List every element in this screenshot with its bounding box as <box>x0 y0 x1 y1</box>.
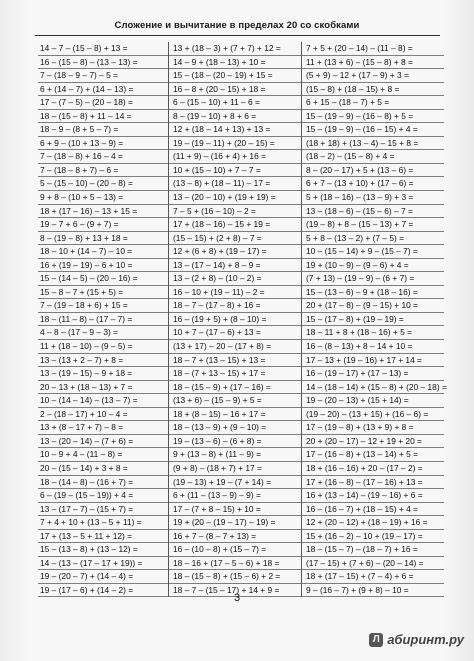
exercise-row: 8 – (20 – 17) + 5 + (13 – 6) = <box>304 164 444 178</box>
exercise-row: 5 – (15 – 10) – (20 – 8) = <box>38 177 178 191</box>
exercise-row: 15 – (13 – 8) + (13 – 12) = <box>38 543 178 557</box>
exercise-row: 19 + (20 – (19 – 17) – 19) = <box>171 516 311 530</box>
column-divider <box>301 42 302 597</box>
exercise-row: 8 – (19 – 8) + 13 + 18 = <box>38 232 178 246</box>
exercise-row: 7 + 4 + 10 + (13 – 5 + 11) = <box>38 516 178 530</box>
exercise-row: (7 + 13) – (19 – 9) – (6 + 7) = <box>304 272 444 286</box>
exercise-row: 13 – (2 + 8) – (10 – 2) = <box>171 272 311 286</box>
exercise-row: 9 + 8 – (10 + 5 – 13) = <box>38 191 178 205</box>
exercise-row: 10 – 9 + 4 – (11 – 8) = <box>38 448 178 462</box>
exercise-row: 16 – 8 + (20 – 15) + 18 = <box>171 83 311 97</box>
exercise-row: 15 – (18 – (20 – 19) + 15 = <box>171 69 311 83</box>
exercise-row: 16 – 10 + (19 – 11) – 2 = <box>171 286 311 300</box>
exercise-row: 17 + (18 – 16) – 15 + 19 = <box>171 218 311 232</box>
exercise-row: 18 – 16 + (17 – 5 – 6) + 18 = <box>171 557 311 571</box>
exercise-row: 7 – (19 – 18 + 6) + 15 = <box>38 299 178 313</box>
page-number: 3 <box>233 592 241 604</box>
exercise-row: 12 + (20 – 12) + (18 – 19) + 16 = <box>304 516 444 530</box>
exercise-row: 18 + (8 – 15) – 16 + 17 = <box>171 408 311 422</box>
exercise-row: 7 – (18 – 8) + 16 – 4 = <box>38 150 178 164</box>
exercise-row: 7 + 5 + (20 – 14) – (11 – 8) = <box>304 42 444 56</box>
exercise-row: 6 + 9 – (10 + 13 – 9) = <box>38 137 178 151</box>
exercise-row: (5 + 9) – 12 + (17 – 9) + 3 = <box>304 69 444 83</box>
exercise-row: 17 – (7 – 5) – (20 – 18) = <box>38 96 178 110</box>
exercise-row: (13 + 6) – (15 – 9) + 5 = <box>171 394 311 408</box>
exercise-row: 18 + (17 – 16) – 13 + 15 = <box>38 205 178 219</box>
exercise-row: (19 – 20) – (13 + 15) + (16 – 6) = <box>304 408 444 422</box>
exercise-row: 19 – (20 – 13) + (15 + 14) = <box>304 394 444 408</box>
exercise-row: 18 – 7 – (17 – 8) + 16 = <box>171 299 311 313</box>
exercise-row: 14 – 7 – (15 – 8) + 13 = <box>38 42 178 56</box>
exercise-row: 17 + (13 – 5 + 11 + 12) = <box>38 530 178 544</box>
exercise-row: 6 + (11 – (13 – 9) – 9) = <box>171 489 311 503</box>
exercise-row: 6 – (15 – 10) + 11 – 6 = <box>171 96 311 110</box>
exercise-row: 17 – (7 + 8 – 15) + 10 = <box>171 503 311 517</box>
exercise-row: 18 + (16 – 16) + 20 – (17 – 2) = <box>304 462 444 476</box>
exercise-row: 2 – (18 – 17) + 10 – 4 = <box>38 408 178 422</box>
exercise-row: 12 + (6 + 8) + (19 – 17) = <box>171 245 311 259</box>
watermark-text: абиринт.ру <box>387 632 464 647</box>
exercise-row: (18 + 18) + (13 – 4) – 15 + 8 = <box>304 137 444 151</box>
exercise-row: 15 – (19 – 9) – (16 – 15) + 4 = <box>304 123 444 137</box>
exercise-row: 18 – 9 – (8 + 5 – 7) = <box>38 123 178 137</box>
exercise-row: 8 – (19 – 10) + 8 + 6 = <box>171 110 311 124</box>
exercise-row: 6 + 15 – (18 – 7) + 5 = <box>304 96 444 110</box>
exercise-row: 10 + (15 – 10) + 7 – 7 = <box>171 164 311 178</box>
exercise-row: 7 – (18 – 9 – 7) – 5 = <box>38 69 178 83</box>
exercise-row: 18 – 7 – (15 – 17) + 14 + 9 = <box>171 584 311 598</box>
exercise-row: (15 – 8) + (18 – 15) + 8 = <box>304 83 444 97</box>
exercise-row: 18 – (14 – 8) – (16 + 7) = <box>38 476 178 490</box>
exercise-row: 10 – (15 – 14) + 9 – (15 – 7) = <box>304 245 444 259</box>
exercise-row: (17 – 15) + (7 + 6) – (20 – 14) = <box>304 557 444 571</box>
exercise-row: (13 + 17) – 20 – (17 + 8) = <box>171 340 311 354</box>
page-title: Сложение и вычитание в пределах 20 со скобками <box>114 20 360 31</box>
exercise-row: (18 – 2) – (15 – 8) + 4 = <box>304 150 444 164</box>
exercise-row: 17 – (19 – 8) + (13 + 9) + 8 = <box>304 421 444 435</box>
exercise-row: 17 – (16 – 8) + (13 – 14) + 5 = <box>304 448 444 462</box>
exercise-row: (13 – 8) + (18 – 11) – 17 = <box>171 177 311 191</box>
exercise-row: 16 – (15 – 8) – (13 – 13) = <box>38 56 178 70</box>
exercise-row: 16 + 7 – (8 – 7 + 13) = <box>171 530 311 544</box>
exercise-row: 18 – 11 + 8 + (18 – 16) + 5 = <box>304 326 444 340</box>
exercise-row: 17 – 13 + (19 – 16) + 17 + 14 = <box>304 354 444 368</box>
exercise-row: 19 – (13 – 6) – (6 + 8) = <box>171 435 311 449</box>
exercise-row: 5 + (18 – 16) – (13 – 9) + 3 = <box>304 191 444 205</box>
exercise-row: 13 – (17 – 7) – (15 + 7) = <box>38 503 178 517</box>
exercise-row: 14 – 9 + (18 – 13) + 10 = <box>171 56 311 70</box>
exercise-row: 13 + (8 – 17 + 7) – 8 = <box>38 421 178 435</box>
exercise-row: 19 – (20 – 7) + (14 – 4) = <box>38 570 178 584</box>
exercise-row: 16 + (19 – 19) – 6 + 10 = <box>38 259 178 273</box>
exercise-column-2 <box>171 42 311 597</box>
exercise-row: 9 + (13 – 8) + (11 – 9) = <box>171 448 311 462</box>
exercise-row: 20 + (20 – 17) – 12 + 19 + 20 = <box>304 435 444 449</box>
exercise-row: 9 – (16 – 7) + (9 + 8) – 10 = <box>304 584 444 598</box>
exercise-row: 20 + (17 – 8) – (9 – 15) + 10 = <box>304 299 444 313</box>
exercise-row: 19 – 7 + 6 – (9 + 7) = <box>38 218 178 232</box>
exercise-row: 13 – (20 – 10) + (19 + 19) = <box>171 191 311 205</box>
exercise-row: 18 – (15 – 7) – (18 – 7) + 16 = <box>304 543 444 557</box>
labirint-logo-icon: Л <box>369 633 383 647</box>
exercise-row: 13 + (18 – 3) + (7 + 7) + 12 = <box>171 42 311 56</box>
exercise-row: 17 + (16 – 8) – (17 – 16) + 13 = <box>304 476 444 490</box>
title-underline <box>35 35 440 36</box>
watermark <box>369 632 464 647</box>
exercise-column-3 <box>304 42 447 597</box>
exercise-row: 15 – (14 – 5) – (20 – 16) = <box>38 272 178 286</box>
exercise-row: 19 – (19 – 11) + (20 – 15) = <box>171 137 311 151</box>
exercise-row: 15 + (16 – 2) – 10 + (19 – 17) = <box>304 530 444 544</box>
exercise-row: 18 – (15 – 8) + 11 – 14 = <box>38 110 178 124</box>
exercise-row: 19 + (10 – 9) – (9 – 6) + 4 = <box>304 259 444 273</box>
exercise-row: 20 – 13 + (18 – 13) + 7 = <box>38 381 178 395</box>
exercise-row: 10 – (14 – 14) – (13 – 7) = <box>38 394 178 408</box>
exercise-row: 18 – (13 – 9) + (9 – 10) = <box>171 421 311 435</box>
exercise-row: 11 + (13 + 6) – (15 – 8) + 8 = <box>304 56 444 70</box>
exercise-row: 7 – 5 + (16 – 10) – 2 = <box>171 205 311 219</box>
exercise-row: 18 + (17 – 15) + (7 – 4) + 6 = <box>304 570 444 584</box>
exercise-column-1 <box>38 42 178 597</box>
exercise-row: 20 – (15 – 14) + 3 + 8 = <box>38 462 178 476</box>
exercise-row: 18 – (15 – 8) + (15 – 6) + 2 = <box>171 570 311 584</box>
exercise-row: (11 + 9) – (16 + 4) + 16 = <box>171 150 311 164</box>
exercise-row: 13 – (18 – 6) – (15 – 6) – 7 = <box>304 205 444 219</box>
exercise-row: 18 – 7 + (13 – 15) + 13 = <box>171 354 311 368</box>
exercise-row: 16 – (16 – 7) + (18 – 15) + 4 = <box>304 503 444 517</box>
exercise-row: 6 + 7 – (13 + 10) + (17 – 6) = <box>304 177 444 191</box>
exercise-row: 16 – (10 – 8) + (15 – 7) = <box>171 543 311 557</box>
exercise-row: 10 + 7 – (17 – 6) + 13 = <box>171 326 311 340</box>
exercise-row: 15 – 8 – 7 + (15 + 5) = <box>38 286 178 300</box>
exercise-row: 15 – (19 – 9) – (16 – 8) + 5 = <box>304 110 444 124</box>
exercise-row: 18 – (15 – 9) + (17 – 16) = <box>171 381 311 395</box>
exercise-row: 18 – (11 – 8) – (17 – 7) = <box>38 313 178 327</box>
exercise-row: 14 – (13 – (17 – 17 + 19)) = <box>38 557 178 571</box>
exercise-row: 6 + (14 – 7) + (14 – 13) = <box>38 83 178 97</box>
exercise-row: (9 + 8) – (18 + 7) + 17 = <box>171 462 311 476</box>
exercise-row: 16 – (8 – 13) + 8 – 14 + 10 = <box>304 340 444 354</box>
exercise-row: 11 + (18 – 10) – (9 – 5) = <box>38 340 178 354</box>
exercise-row: 13 – (20 – 14) – (7 + 6) = <box>38 435 178 449</box>
exercise-row: 5 + 8 – (13 – 2) + (7 – 5) = <box>304 232 444 246</box>
exercise-row: 14 – (18 – 14) + (15 – 8) + (20 – 18) = <box>304 381 444 395</box>
column-divider <box>168 42 169 597</box>
exercise-row: 16 + (13 – 14) – (19 – 16) + 6 = <box>304 489 444 503</box>
exercise-row: 15 – (13 – 6) – 9 + (18 – 16) = <box>304 286 444 300</box>
exercise-row: 15 – (17 – 8) + (19 – 19) = <box>304 313 444 327</box>
exercise-row: (19 – 8) + 8 – (15 – 13) + 7 = <box>304 218 444 232</box>
exercise-row: 18 – 10 + (14 – 7) – 10 = <box>38 245 178 259</box>
exercise-row: 19 – (17 – 6) + (14 – 2) = <box>38 584 178 598</box>
exercise-row: 13 – (19 – 15) – 9 + 18 = <box>38 367 178 381</box>
exercise-row: 16 – (19 – 17) + (17 – 13) = <box>304 367 444 381</box>
exercise-row: (15 – 15) + (2 + 8) – 7 = <box>171 232 311 246</box>
exercise-row: 7 – (18 – 8 + 7) – 6 = <box>38 164 178 178</box>
exercise-row: 13 – (17 – 14) + 8 – 9 = <box>171 259 311 273</box>
exercise-row: 12 + (18 – 14 + 13) + 13 = <box>171 123 311 137</box>
exercise-row: 13 – (13 + 2 – 7) + 8 = <box>38 354 178 368</box>
exercise-row: (19 – 13) + 19 – (7 + 14) = <box>171 476 311 490</box>
exercise-row: 6 – (19 – (15 – 19)) + 4 = <box>38 489 178 503</box>
exercise-row: 16 – (19 + 5) + (8 – 10) = <box>171 313 311 327</box>
exercise-row: 4 – 8 – (17 – 9 – 3) = <box>38 326 178 340</box>
exercise-row: 18 – (7 + 13 – 15) + 17 = <box>171 367 311 381</box>
